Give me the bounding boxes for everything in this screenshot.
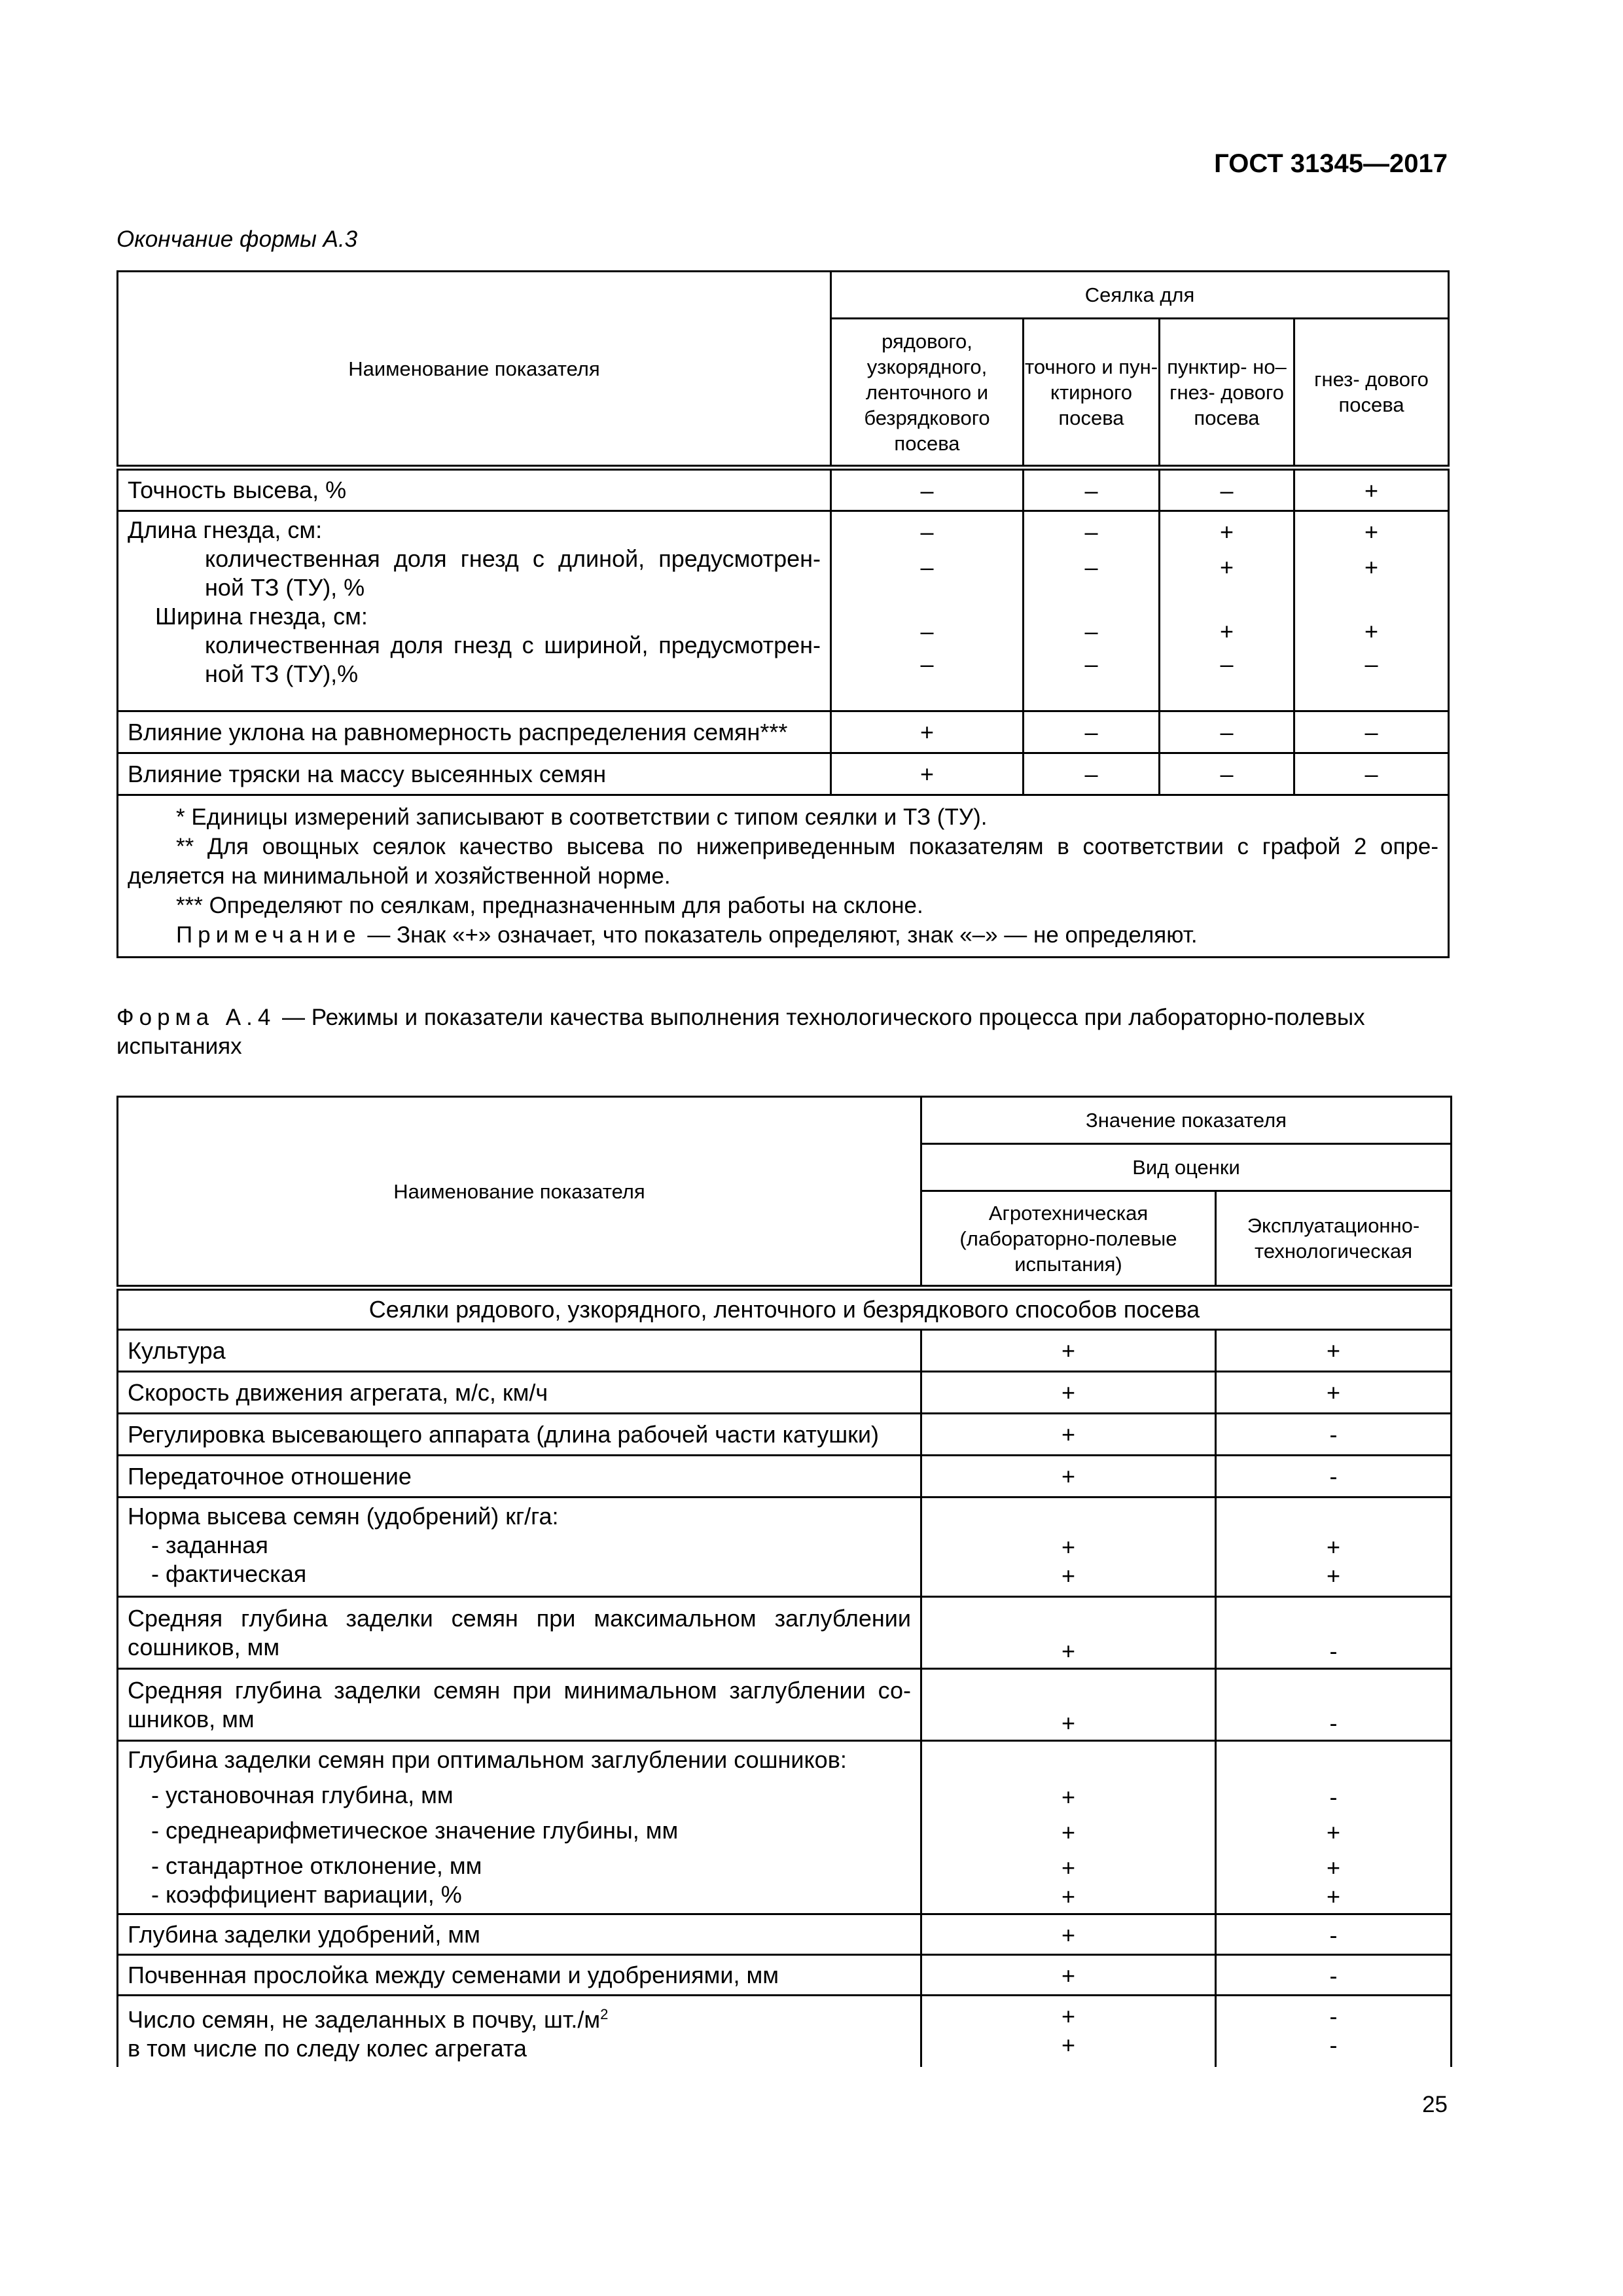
table-cell: – bbox=[1024, 711, 1160, 753]
row-label: Культура bbox=[118, 1330, 921, 1372]
column-header-name: Наименование показателя bbox=[118, 1097, 921, 1288]
column-header-precision: точного и пун- ктирного посева bbox=[1024, 319, 1160, 468]
note-text: — Знак «+» означает, что показатель определяют, знак «–» — не определяют. bbox=[361, 922, 1198, 948]
row-sublabel: - установочная глубина, мм bbox=[151, 1782, 454, 1808]
row-label-group bbox=[118, 511, 831, 711]
table-cell: + bbox=[921, 1456, 1216, 1498]
row-label: Средняя глубина заделки семян при максимальном заглублении сошников, мм bbox=[118, 1597, 921, 1669]
note bbox=[128, 920, 1438, 950]
row-label: Норма высева семян (удобрений) кг/га: bbox=[128, 1503, 559, 1530]
table-cell: - - bbox=[1216, 1996, 1452, 2068]
superscript: 2 bbox=[600, 2006, 609, 2022]
table-cell: + bbox=[921, 1330, 1216, 1372]
continuation-label: Окончание формы А.3 bbox=[116, 226, 358, 252]
row-label: количественная доля гнезд с шириной, предусмотрен- ной ТЗ (ТУ),% bbox=[205, 632, 821, 687]
row-label-group bbox=[118, 1741, 921, 1914]
table-cell: – bbox=[1024, 753, 1160, 795]
row-label: Число семян, не заделанных в почву, $шт./м^2$ bbox=[128, 2006, 609, 2033]
row-sublabel: - фактическая bbox=[151, 1560, 307, 1587]
table-cell: + bbox=[831, 711, 1024, 753]
table-cell: – bbox=[1160, 711, 1294, 753]
table-cell: - bbox=[1216, 1456, 1452, 1498]
table-cell: + bbox=[831, 753, 1024, 795]
table-cell: - bbox=[1216, 1955, 1452, 1996]
table-cell: + bbox=[921, 1955, 1216, 1996]
table-cell: + bbox=[1216, 1330, 1452, 1372]
table-cell: – bbox=[1294, 753, 1449, 795]
table-cell: + + bbox=[921, 1498, 1216, 1597]
table-cell: - bbox=[1216, 1669, 1452, 1741]
column-header-nest: гнез- дового посева bbox=[1294, 319, 1449, 468]
table-cell: + bbox=[921, 1372, 1216, 1414]
column-group-header: Сеялка для bbox=[831, 272, 1449, 319]
column-header-agrotechnical: Агротехническая (лабораторно-полевые испытания) bbox=[921, 1191, 1216, 1288]
row-sublabel: - среднеарифметическое значение глубины, мм bbox=[151, 1817, 679, 1844]
row-sublabel: - стандартное отклонение, мм bbox=[151, 1852, 482, 1879]
row-sublabel: - заданная bbox=[151, 1532, 268, 1558]
column-header-name: Наименование показателя bbox=[118, 272, 831, 468]
row-label: количественная доля гнезд с длиной, предусмотрен- ной ТЗ (ТУ), % bbox=[205, 545, 821, 601]
form-a4-caption: — Режимы и показатели качества выполнения технологического процесса при лабораторно-полевых испытаниях bbox=[116, 1005, 1365, 1059]
table-cell: - + + + bbox=[1216, 1741, 1452, 1914]
row-label: Длина гнезда, см: bbox=[128, 516, 323, 543]
table-cell: + + bbox=[921, 1996, 1216, 2068]
row-sublabel: - коэффициент вариации, % bbox=[151, 1881, 462, 1908]
page-number: 25 bbox=[1422, 2092, 1448, 2117]
table-cell: - bbox=[1216, 1914, 1452, 1955]
table-cell: + bbox=[921, 1914, 1216, 1955]
form-a3-table bbox=[116, 270, 1450, 958]
footnote: * Единицы измерений записывают в соответствии с типом сеялки и ТЗ (ТУ). bbox=[176, 804, 988, 830]
table-cell: + + + – bbox=[1160, 511, 1294, 711]
row-label: Глубина заделки удобрений, мм bbox=[118, 1914, 921, 1955]
evaluation-header: Вид оценки bbox=[921, 1144, 1452, 1191]
row-label: Глубина заделки семян при оптимальном заглублении сошников: bbox=[128, 1746, 847, 1773]
column-header-operational: Эксплуатационно- технологическая bbox=[1216, 1191, 1452, 1288]
table-cell: + bbox=[921, 1597, 1216, 1669]
footnotes bbox=[118, 795, 1449, 958]
row-label: Средняя глубина заделки семян при минимальном заглублении со- шников, мм bbox=[118, 1669, 921, 1741]
row-label: Точность высева, % bbox=[118, 468, 831, 511]
row-label: Ширина гнезда, см: bbox=[155, 603, 368, 630]
form-a4-table bbox=[116, 1096, 1452, 2067]
table-cell: + bbox=[921, 1669, 1216, 1741]
row-label: Почвенная прослойка между семенами и удобрениями, мм bbox=[118, 1955, 921, 1996]
table-cell: + + + + bbox=[921, 1741, 1216, 1914]
row-label: Влияние уклона на равномерность распределения семян*** bbox=[118, 711, 831, 753]
footnote: ** Для овощных сеялок качество высева по нижеприведенным показателям в соответствии с графой 2 опре- деляется на минимальной и хозяйственной норме. bbox=[128, 834, 1439, 889]
footnote: *** Определяют по сеялкам, предназначенным для работы на склоне. bbox=[176, 893, 923, 918]
table-cell: – bbox=[1294, 711, 1449, 753]
row-label: Регулировка высевающего аппарата (длина рабочей части катушки) bbox=[118, 1414, 921, 1456]
section-title: Сеялки рядового, узкорядного, ленточного и безрядкового способов посева bbox=[118, 1288, 1452, 1330]
row-label: Передаточное отношение bbox=[118, 1456, 921, 1498]
table-cell: + + + – bbox=[1294, 511, 1449, 711]
table-cell: + bbox=[1294, 468, 1449, 511]
table-cell: – bbox=[1160, 468, 1294, 511]
column-header-row-sowing: рядового, узкорядного, ленточного и безрядкового посева bbox=[831, 319, 1024, 468]
row-label: Влияние тряски на массу высеянных семян bbox=[118, 753, 831, 795]
table-cell: + bbox=[921, 1414, 1216, 1456]
table-cell: + + bbox=[1216, 1498, 1452, 1597]
table-cell: – bbox=[1024, 468, 1160, 511]
form-a4-label: Форма А.4 bbox=[116, 1005, 276, 1030]
table-cell: + bbox=[1216, 1372, 1452, 1414]
row-sublabel: в том числе по следу колес агрегата bbox=[128, 2035, 527, 2062]
table-cell: – bbox=[1160, 753, 1294, 795]
table-cell: – – – – bbox=[1024, 511, 1160, 711]
table-cell: - bbox=[1216, 1414, 1452, 1456]
table-cell: – bbox=[831, 468, 1024, 511]
form-a4-title bbox=[116, 1003, 1445, 1061]
row-label-group bbox=[118, 1498, 921, 1597]
row-label-group bbox=[118, 1996, 921, 2068]
table-cell: - bbox=[1216, 1597, 1452, 1669]
note-label: Примечание bbox=[176, 922, 361, 948]
column-header-dotted-nest: пунктир- но–гнез- дового посева bbox=[1160, 319, 1294, 468]
table-cell: – – – – bbox=[831, 511, 1024, 711]
row-label: Скорость движения агрегата, м/с, км/ч bbox=[118, 1372, 921, 1414]
document-code: ГОСТ 31345—2017 bbox=[1214, 149, 1448, 178]
value-header: Значение показателя bbox=[921, 1097, 1452, 1144]
